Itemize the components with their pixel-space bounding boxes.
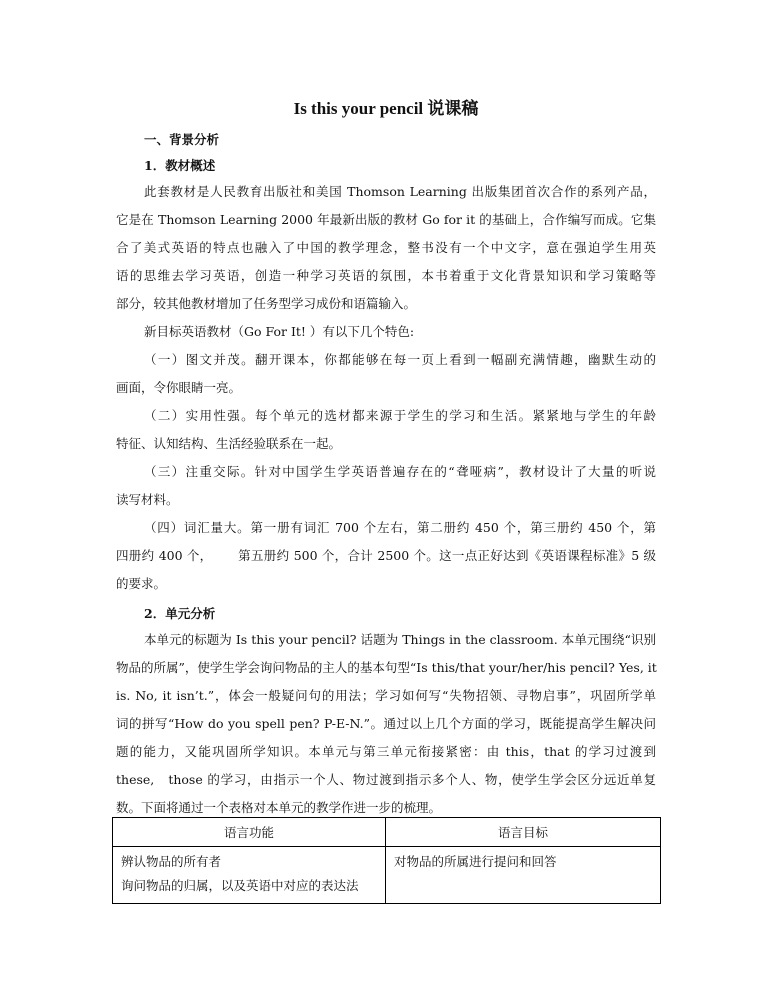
table-cell-line: 对物品的所属进行提问和回答 [394,854,557,869]
table-header-row [113,818,661,847]
paragraph-line: 合了美式英语的特点也融入了中国的教学理念，整书没有一个中文字，意在强迫学生用英 [116,240,656,255]
paragraph-line: 题的能力，又能巩固所学知识。本单元与第三单元衔接紧密：由 this，that 的学习过渡到 [116,744,656,759]
feature-line: （二）实用性强。每个单元的选材都来源于学生的学习和生活。紧紧地与学生的年龄 [144,408,656,423]
table-cell [386,847,661,904]
table-header-cell: 语言功能 [113,818,386,847]
paragraph-line: 数。下面将通过一个表格对本单元的教学作进一步的梳理。 [116,800,442,815]
feature-line: 的要求。 [116,576,167,591]
table-row [113,847,661,904]
feature-line: （三）注重交际。针对中国学生学英语普遍存在的“聋哑病”，教材设计了大量的听说 [144,464,656,479]
paragraph-line: 本单元的标题为 Is this your pencil? 话题为 Things in the classroom. 本单元围绕“识别 [144,632,656,647]
section-heading: 一、背景分析 [144,132,220,147]
feature-line: （四）词汇量大。第一册有词汇 700 个左右，第二册约 450 个，第三册约 450 个，第 [144,520,656,535]
page-title: Is this your pencil 说课稿 [293,99,479,118]
paragraph-line: 它是在 Thomson Learning 2000 年最新出版的教材 Go for it 的基础上，合作编写而成。它集 [116,212,656,227]
paragraph-line: is. No, it isn’t.”，体会一般疑问句的用法；学习如何写“失物招领、寻物启事”，巩固所学单 [116,688,656,703]
table-cell-line: 辨认物品的所有者 [121,854,222,869]
subsection-heading: 2．单元分析 [144,606,216,621]
paragraph-line: 此套教材是人民教育出版社和美国 Thomson Learning 出版集团首次合作的系列产品， [144,184,656,199]
table-cell [113,847,386,904]
feature-line: 四册约 400 个， 第五册约 500 个，合计 2500 个。这一点正好达到《英语课程标准》5 级 [116,548,656,563]
table-cell-line: 询问物品的归属，以及英语中对应的表达法 [121,878,359,893]
table-header-cell: 语言目标 [386,818,661,847]
unit-analysis-table [112,817,661,904]
subsection-heading: 1．教材概述 [144,158,216,173]
paragraph-line: 物品的所属”，使学生学会询问物品的主人的基本句型“Is this/that your/her/his pencil? Yes, it [116,660,657,675]
paragraph-line: these, those 的学习，由指示一个人、物过渡到指示多个人、物，使学生学会区分远近单复 [116,772,656,787]
paragraph-line: 新目标英语教材（Go For It! ）有以下几个特色: [144,324,415,339]
paragraph-line: 语的思维去学习英语，创造一种学习英语的氛围，本书着重于文化背景知识和学习策略等 [116,268,656,283]
paragraph-line: 词的拼写“How do you spell pen? P-E-N.”。通过以上几个方面的学习，既能提高学生解决问 [116,716,656,731]
feature-line: 读写材料。 [116,492,179,507]
feature-line: （一）图文并茂。翻开课本，你都能够在每一页上看到一幅副充满情趣，幽默生动的 [144,352,656,367]
paragraph-line: 部分，较其他教材增加了任务型学习成份和语篇输入。 [116,296,417,311]
feature-line: 画面，令你眼睛一亮。 [116,380,242,395]
feature-line: 特征、认知结构、生活经验联系在一起。 [116,436,342,451]
